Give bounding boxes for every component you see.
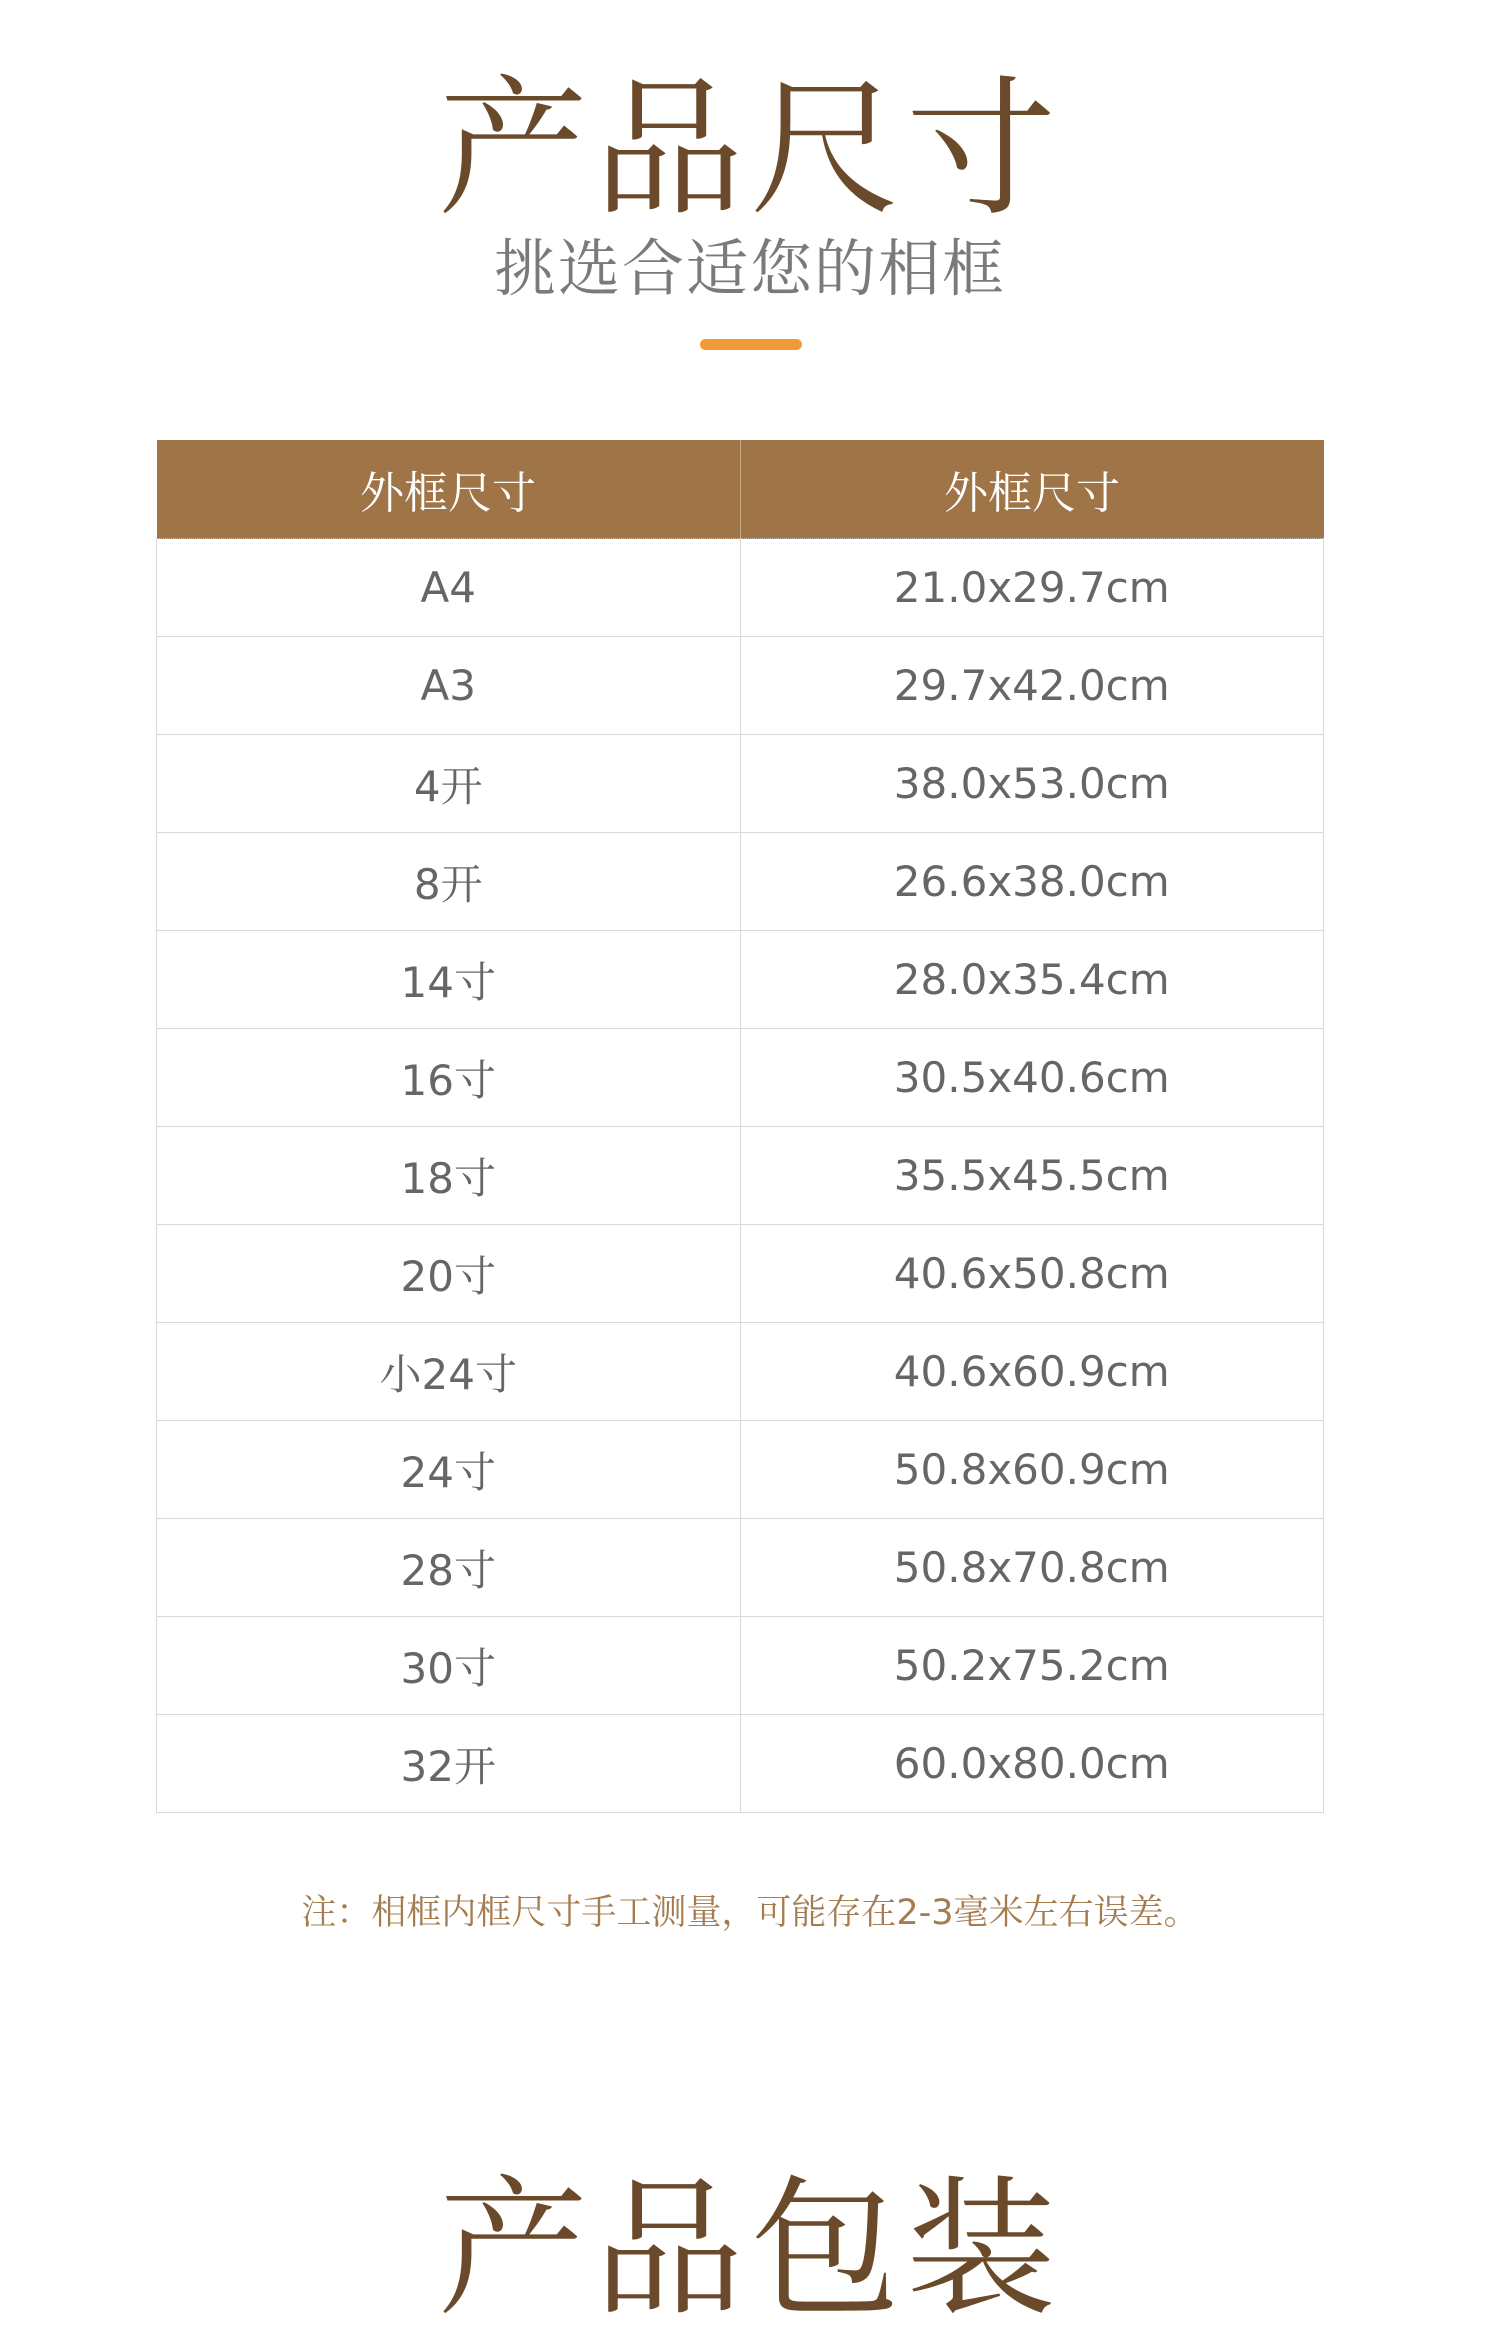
size-dimension-cell: 35.5x45.5cm — [740, 1127, 1324, 1225]
table-row — [157, 1421, 1324, 1519]
size-name-cell: 16寸 — [157, 1029, 741, 1127]
size-dimension-cell: 50.8x60.9cm — [740, 1421, 1324, 1519]
table-row — [157, 735, 1324, 833]
size-dimension-cell: 40.6x60.9cm — [740, 1323, 1324, 1421]
size-table — [156, 440, 1324, 1813]
size-dimension-cell: 60.0x80.0cm — [740, 1715, 1324, 1813]
table-row — [157, 1029, 1324, 1127]
size-dimension-cell: 38.0x53.0cm — [740, 735, 1324, 833]
table-row — [157, 1519, 1324, 1617]
size-name-cell: 20寸 — [157, 1225, 741, 1323]
table-row — [157, 1225, 1324, 1323]
size-dimension-cell: 21.0x29.7cm — [740, 539, 1324, 637]
size-name-cell: 24寸 — [157, 1421, 741, 1519]
size-dimension-cell: 26.6x38.0cm — [740, 833, 1324, 931]
table-row — [157, 833, 1324, 931]
column-header-size: 外框尺寸 — [740, 440, 1324, 539]
size-dimension-cell: 30.5x40.6cm — [740, 1029, 1324, 1127]
section-title-size: 产品尺寸 — [437, 63, 1062, 237]
section-title-packaging: 产品包装 — [437, 2163, 1062, 2337]
size-name-cell: 14寸 — [157, 931, 741, 1029]
size-name-cell: 30寸 — [157, 1617, 741, 1715]
table-row — [157, 637, 1324, 735]
size-name-cell: 32开 — [157, 1715, 741, 1813]
table-header-row — [157, 440, 1324, 539]
size-dimension-cell: 40.6x50.8cm — [740, 1225, 1324, 1323]
column-header-name: 外框尺寸 — [157, 440, 741, 539]
size-dimension-cell: 28.0x35.4cm — [740, 931, 1324, 1029]
size-dimension-cell: 50.8x70.8cm — [740, 1519, 1324, 1617]
size-name-cell: A4 — [157, 539, 741, 637]
accent-divider — [700, 339, 802, 350]
table-row — [157, 931, 1324, 1029]
section-subtitle: 挑选合适您的相框 — [493, 232, 1006, 305]
table-row — [157, 1715, 1324, 1813]
size-name-cell: 18寸 — [157, 1127, 741, 1225]
size-name-cell: 小24寸 — [157, 1323, 741, 1421]
size-name-cell: 4开 — [157, 735, 741, 833]
table-row — [157, 1323, 1324, 1421]
table-row — [157, 1127, 1324, 1225]
size-name-cell: A3 — [157, 637, 741, 735]
size-name-cell: 28寸 — [157, 1519, 741, 1617]
size-name-cell: 8开 — [157, 833, 741, 931]
size-dimension-cell: 50.2x75.2cm — [740, 1617, 1324, 1715]
table-row — [157, 1617, 1324, 1715]
size-dimension-cell: 29.7x42.0cm — [740, 637, 1324, 735]
table-row — [157, 539, 1324, 637]
measurement-note: 注：相框内框尺寸手工测量，可能存在2-3毫米左右误差。 — [301, 1893, 1199, 1933]
